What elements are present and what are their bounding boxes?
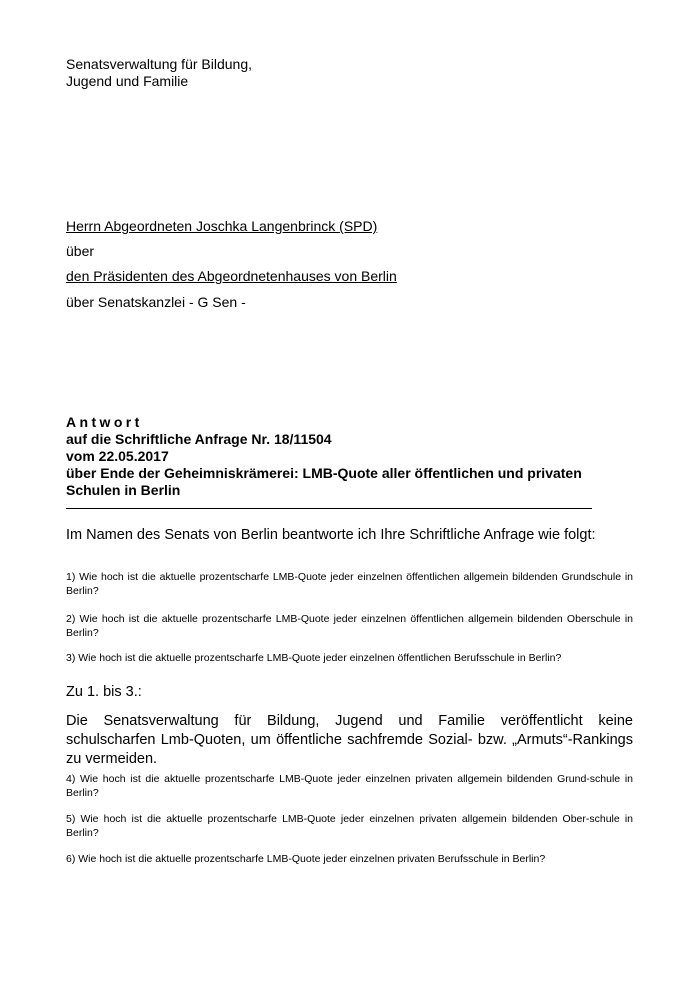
heading-line-3: über Ende der Geheimniskrämerei: LMB-Quote aller öffentlichen und privaten Schulen in Berlin	[66, 465, 582, 498]
heading-line-2: vom 22.05.2017	[66, 448, 169, 464]
question-6: 6) Wie hoch ist die aktuelle prozentscharfe LMB-Quote jeder einzelnen privaten Berufsschule in Berlin?	[66, 853, 546, 865]
question-5: 5) Wie hoch ist die aktuelle prozentscharfe LMB-Quote jeder einzelnen privaten allgemein bildenden Ober-schule in Berlin?	[66, 813, 633, 839]
heading-title: Antwort	[66, 414, 143, 430]
question-3: 3) Wie hoch ist die aktuelle prozentscharfe LMB-Quote jeder einzelnen öffentlichen Berufsschule in Berlin?	[66, 652, 562, 664]
heading-divider	[66, 508, 592, 509]
via-line-1: über	[66, 243, 95, 259]
question-1: 1) Wie hoch ist die aktuelle prozentscharfe LMB-Quote jeder einzelnen öffentlichen allgemein bildenden Grundschule in Berlin?	[66, 571, 633, 597]
heading-line-1: auf die Schriftliche Anfrage Nr. 18/11504	[66, 431, 332, 447]
recipient-line: Herrn Abgeordneten Joschka Langenbrinck (SPD)	[66, 218, 378, 234]
answer-text: Die Senatsverwaltung für Bildung, Jugend und Familie veröffentlicht keine schulscharfen Lmb-Quoten, um öffentliche sachfremde Sozial- bzw. „Armuts“-Rankings zu vermeiden.	[66, 713, 633, 767]
question-4: 4) Wie hoch ist die aktuelle prozentscharfe LMB-Quote jeder einzelnen privaten allgemein bildenden Grund-schule in Berlin?	[66, 773, 633, 799]
sender-line-2: Jugend und Familie	[66, 73, 189, 89]
president-line: den Präsidenten des Abgeordnetenhauses von Berlin	[66, 268, 397, 284]
sender-block	[66, 56, 252, 90]
sender-line-1: Senatsverwaltung für Bildung,	[66, 56, 252, 72]
answer-heading	[66, 414, 626, 499]
via-line-2: über Senatskanzlei - G Sen -	[66, 294, 246, 310]
intro-text: Im Namen des Senats von Berlin beantworte ich Ihre Schriftliche Anfrage wie folgt:	[66, 527, 596, 543]
answer-label: Zu 1. bis 3.:	[66, 684, 142, 700]
question-2: 2) Wie hoch ist die aktuelle prozentscharfe LMB-Quote jeder einzelnen öffentlichen allgemein bildenden Oberschule in Berlin?	[66, 613, 633, 639]
